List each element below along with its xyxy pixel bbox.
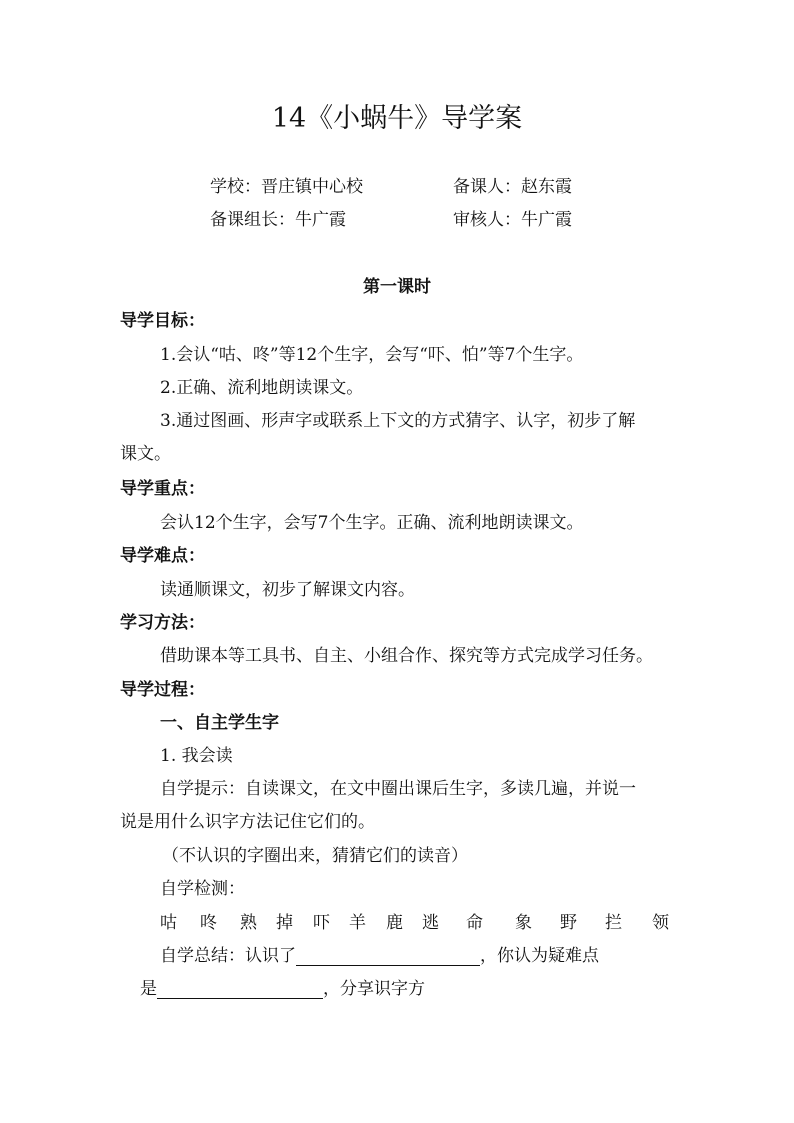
char-item: 野: [560, 913, 577, 933]
reviewer-info: 审核人：牛广霞: [453, 210, 572, 230]
goal-item: 3.通过图画、形声字或联系上下文的方式猜字、认字，初步了解: [160, 411, 636, 431]
section-heading: 一、自主学生字: [160, 713, 279, 733]
page-title: 14《小蜗牛》导学案: [271, 103, 523, 134]
summary-text: ，分享识字方: [323, 979, 425, 999]
difficulty-text: 读通顺课文，初步了解课文内容。: [160, 580, 415, 600]
method-heading: 学习方法：: [120, 613, 205, 633]
char-item: 掉: [276, 913, 293, 933]
goal-item: 课文。: [120, 444, 171, 464]
check-label: 自学检测：: [160, 879, 245, 899]
preparer-info: 备课人：赵东霞: [453, 177, 572, 197]
char-item: 拦: [605, 913, 622, 933]
summary-text: ，你认为疑难点: [480, 946, 599, 966]
char-item: 咕: [160, 913, 177, 933]
summary-line: [140, 974, 425, 999]
difficulty-heading: 导学难点：: [120, 546, 205, 566]
group-leader-info: 备课组长：牛广霞: [210, 210, 346, 230]
char-item: 羊: [349, 913, 366, 933]
char-item: 逃: [422, 913, 439, 933]
char-item: 吓: [313, 913, 330, 933]
process-heading: 导学过程：: [120, 680, 205, 700]
note-text: （不认识的字圈出来，猜猜它们的读音）: [162, 846, 468, 866]
method-text: 借助课本等工具书、自主、小组合作、探究等方式完成学习任务。: [160, 646, 653, 666]
lesson-heading: 第一课时: [363, 277, 431, 297]
char-item: 鹿: [386, 913, 403, 933]
hint-line: 说是用什么识字方法记住它们的。: [120, 812, 375, 832]
focus-text: 会认12个生字，会写7个生字。正确、流利地朗读课文。: [160, 513, 584, 533]
char-item: 命: [466, 913, 483, 933]
char-item: 象: [515, 913, 532, 933]
answer-blank[interactable]: [296, 947, 480, 966]
item-heading: 1. 我会读: [160, 746, 233, 766]
answer-blank[interactable]: [157, 980, 323, 999]
goals-heading: 导学目标：: [120, 311, 205, 331]
summary-line: [160, 941, 599, 966]
summary-label: 是: [140, 979, 157, 999]
focus-heading: 导学重点：: [120, 479, 205, 499]
school-info: 学校：晋庄镇中心校: [210, 177, 363, 197]
summary-label: 自学总结：认识了: [160, 946, 296, 966]
char-item: 领: [652, 913, 669, 933]
char-item: 咚: [200, 913, 217, 933]
hint-line: 自学提示：自读课文，在文中圈出课后生字，多读几遍，并说一: [160, 779, 636, 799]
goal-item: 1.会认“咕、咚”等12个生字，会写“吓、怕”等7个生字。: [160, 345, 584, 365]
goal-item: 2.正确、流利地朗读课文。: [160, 378, 364, 398]
char-item: 熟: [240, 913, 257, 933]
